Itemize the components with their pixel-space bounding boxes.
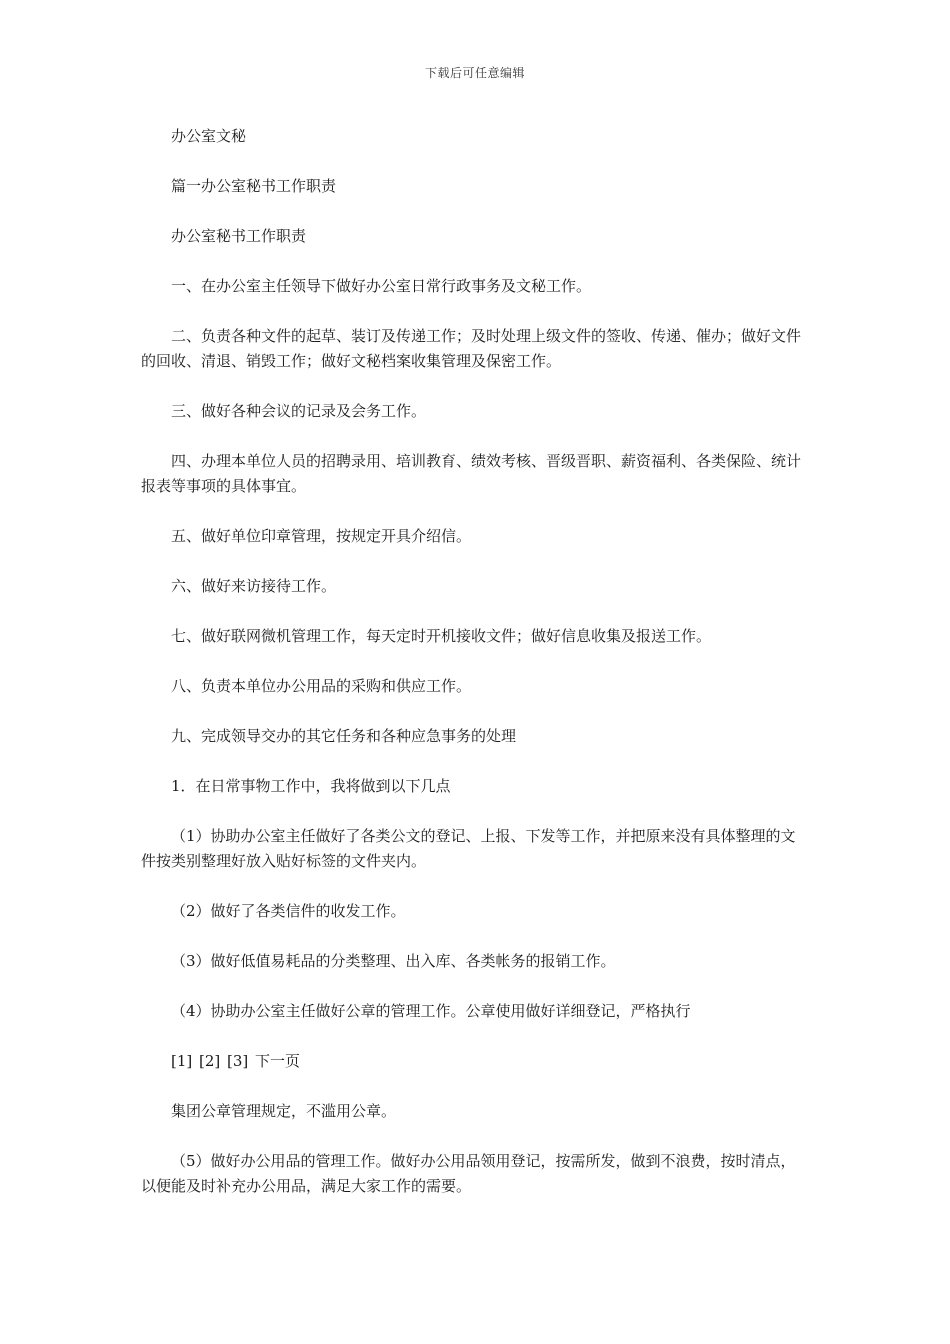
document-subtitle: 办公室秘书工作职责 xyxy=(171,227,307,245)
duty-item: 三、做好各种会议的记录及会务工作。 xyxy=(171,402,427,420)
daily-item: （2）做好了各类信件的收发工作。 xyxy=(171,902,406,920)
duty-item: 七、做好联网微机管理工作，每天定时开机接收文件；做好信息收集及报送工作。 xyxy=(171,627,712,645)
duty-item: 一、在办公室主任领导下做好办公室日常行政事务及文秘工作。 xyxy=(171,277,592,295)
document-body xyxy=(141,124,809,1224)
daily-item: （1）协助办公室主任做好了各类公文的登记、上报、下发等工作，并把原来没有具体整理的文件按类别整理好放入贴好标签的文件夹内。 xyxy=(141,827,796,870)
daily-item: （3）做好低值易耗品的分类整理、出入库、各类帐务的报销工作。 xyxy=(171,952,616,970)
duty-item: 五、做好单位印章管理，按规定开具介绍信。 xyxy=(171,527,472,545)
daily-intro: 1．在日常事物工作中，我将做到以下几点 xyxy=(171,777,451,795)
duty-item: 六、做好来访接待工作。 xyxy=(171,577,337,595)
document-title: 办公室文秘 xyxy=(171,127,247,145)
section-heading: 篇一办公室秘书工作职责 xyxy=(171,177,337,195)
pagination-links[interactable]: [1] [2] [3] 下一页 xyxy=(171,1052,301,1070)
header-note: 下载后可任意编辑 xyxy=(424,66,525,80)
duty-item: 八、负责本单位办公用品的采购和供应工作。 xyxy=(171,677,472,695)
duty-item: 四、办理本单位人员的招聘录用、培训教育、绩效考核、晋级晋职、薪资福利、各类保险、统计报表等事项的具体事宜。 xyxy=(141,452,802,495)
duty-item: 二、负责各种文件的起草、装订及传递工作；及时处理上级文件的签收、传递、催办；做好文件的回收、清退、销毁工作；做好文秘档案收集管理及保密工作。 xyxy=(141,327,802,370)
duty-item: 九、完成领导交办的其它任务和各种应急事务的处理 xyxy=(171,727,517,745)
daily-item: （4）协助办公室主任做好公章的管理工作。公章使用做好详细登记，严格执行 xyxy=(171,1002,691,1020)
daily-item: （5）做好办公用品的管理工作。做好办公用品领用登记，按需所发，做到不浪费，按时清点，以便能及时补充办公用品，满足大家工作的需要。 xyxy=(141,1152,796,1195)
continuation-text: 集团公章管理规定，不滥用公章。 xyxy=(171,1102,397,1120)
